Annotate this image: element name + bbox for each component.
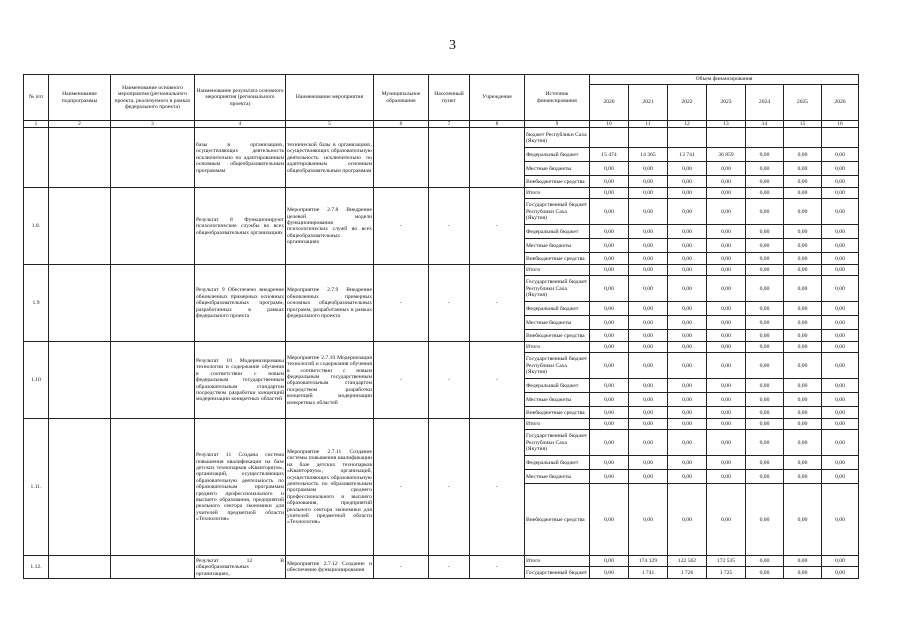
- column-number: 16: [822, 121, 859, 128]
- column-number: 9: [525, 121, 590, 128]
- amount-cell: 0,00: [822, 276, 859, 302]
- header-year: 2022: [668, 85, 707, 121]
- amount-cell: 13 741: [668, 148, 707, 162]
- amount-cell: 0,00: [590, 316, 629, 330]
- amount-cell: 0,00: [784, 393, 822, 407]
- header-year: 2023: [707, 85, 746, 121]
- header-year: 2020: [590, 85, 629, 121]
- amount-cell: 0,00: [784, 379, 822, 393]
- main-event-cell: [111, 556, 195, 579]
- row-number: 1.9: [24, 265, 49, 342]
- amount-cell: 0,00: [707, 316, 746, 330]
- amount-cell: 0,00: [784, 407, 822, 419]
- amount-cell: 0,00: [822, 239, 859, 253]
- amount-cell: 0,00: [784, 353, 822, 379]
- amount-cell: 0,00: [746, 353, 784, 379]
- amount-cell: 0,00: [707, 225, 746, 239]
- amount-cell: 0,00: [784, 162, 822, 176]
- funding-source: Итого: [525, 265, 590, 276]
- amount-cell: 0,00: [784, 342, 822, 353]
- amount-cell: 0,00: [707, 456, 746, 470]
- amount-cell: 0,00: [746, 342, 784, 353]
- header-institution: Учреждение: [470, 75, 525, 121]
- amount-cell: 0,00: [746, 265, 784, 276]
- amount-cell: 0,00: [668, 253, 707, 265]
- main-event-cell: [111, 128, 195, 188]
- settlement-cell: [429, 128, 470, 188]
- funding-source: Государственный бюджет Республики Саха (Якутия): [525, 276, 590, 302]
- amount-cell: 0,00: [629, 302, 668, 316]
- financing-table: [23, 74, 859, 579]
- column-number: 12: [668, 121, 707, 128]
- amount-cell: 0,00: [784, 225, 822, 239]
- amount-cell: 0,00: [707, 419, 746, 430]
- header-year: 2021: [629, 85, 668, 121]
- amount-cell: 0,00: [707, 188, 746, 199]
- funding-source: Местные бюджеты: [525, 239, 590, 253]
- header-no: № п/п: [24, 75, 49, 121]
- amount-cell: 0,00: [784, 239, 822, 253]
- table-row: [24, 556, 859, 567]
- funding-source: Государственный бюджет Республики Саха (Якутия): [525, 353, 590, 379]
- header-settlement: Населенный пункт: [429, 75, 470, 121]
- row-number: 1.11.: [24, 419, 49, 556]
- institution-cell: -: [470, 342, 525, 419]
- amount-cell: 0,00: [590, 176, 629, 188]
- amount-cell: 0,00: [629, 342, 668, 353]
- amount-cell: 0,00: [629, 353, 668, 379]
- row-number: 1.8.: [24, 188, 49, 265]
- amount-cell: 0,00: [746, 302, 784, 316]
- amount-cell: 0,00: [746, 430, 784, 456]
- amount-cell: 0,00: [707, 253, 746, 265]
- column-number: 3: [111, 121, 195, 128]
- amount-cell: 0,00: [668, 430, 707, 456]
- result-cell: базы в организациях, осуществляющих деятельность исключительно по адаптированным основным общеобразовательным программам: [195, 128, 286, 188]
- funding-source: Местные бюджеты: [525, 316, 590, 330]
- amount-cell: 0,00: [590, 393, 629, 407]
- amount-cell: 0,00: [707, 353, 746, 379]
- amount-cell: 0,00: [822, 199, 859, 225]
- amount-cell: 0,00: [629, 393, 668, 407]
- amount-cell: 0,00: [822, 176, 859, 188]
- amount-cell: 0,00: [784, 567, 822, 579]
- amount-cell: 0,00: [590, 225, 629, 239]
- amount-cell: [746, 128, 784, 148]
- institution-cell: [470, 128, 525, 188]
- funding-source: Федеральный бюджет: [525, 379, 590, 393]
- amount-cell: 0,00: [629, 265, 668, 276]
- page-number: 3: [449, 38, 456, 53]
- column-number: 14: [746, 121, 784, 128]
- table-row: [24, 419, 859, 430]
- settlement-cell: -: [429, 265, 470, 342]
- amount-cell: 0,00: [784, 430, 822, 456]
- amount-cell: 0,00: [822, 253, 859, 265]
- amount-cell: 0,00: [668, 188, 707, 199]
- amount-cell: 0,00: [629, 379, 668, 393]
- amount-cell: 0,00: [629, 430, 668, 456]
- funding-source: бюджет Республики Саха (Якутия): [525, 128, 590, 148]
- amount-cell: 0,00: [707, 162, 746, 176]
- amount-cell: 0,00: [746, 567, 784, 579]
- amount-cell: 0,00: [746, 253, 784, 265]
- column-number: 8: [470, 121, 525, 128]
- amount-cell: 0,00: [707, 302, 746, 316]
- settlement-cell: -: [429, 419, 470, 556]
- amount-cell: 0,00: [784, 276, 822, 302]
- amount-cell: 0,00: [668, 276, 707, 302]
- amount-cell: 0,00: [590, 276, 629, 302]
- amount-cell: [707, 128, 746, 148]
- amount-cell: 0,00: [629, 162, 668, 176]
- amount-cell: 0,00: [746, 556, 784, 567]
- amount-cell: 0,00: [668, 176, 707, 188]
- amount-cell: 15 474: [590, 148, 629, 162]
- amount-cell: 0,00: [590, 484, 629, 556]
- amount-cell: 0,00: [668, 456, 707, 470]
- amount-cell: [668, 128, 707, 148]
- result-cell: Результат 8 Функционируют психологические службы во всех общеобразовательных организациях: [195, 188, 286, 265]
- amount-cell: 0,00: [746, 276, 784, 302]
- amount-cell: 0,00: [784, 470, 822, 484]
- column-number-row: [24, 121, 859, 128]
- settlement-cell: -: [429, 342, 470, 419]
- amount-cell: 0,00: [707, 379, 746, 393]
- column-number: 13: [707, 121, 746, 128]
- amount-cell: [629, 128, 668, 148]
- amount-cell: 0,00: [668, 302, 707, 316]
- amount-cell: 14 365: [629, 148, 668, 162]
- program-cell: [49, 265, 111, 342]
- table-row: [24, 188, 859, 199]
- amount-cell: 0,00: [746, 419, 784, 430]
- amount-cell: 0,00: [590, 188, 629, 199]
- amount-cell: 0,00: [707, 176, 746, 188]
- amount-cell: 0,00: [629, 253, 668, 265]
- amount-cell: 0,00: [629, 225, 668, 239]
- institution-cell: -: [470, 556, 525, 579]
- amount-cell: 174 129: [629, 556, 668, 567]
- amount-cell: 0,00: [668, 199, 707, 225]
- header-year: 2025: [784, 85, 822, 121]
- funding-source: Местные бюджеты: [525, 162, 590, 176]
- amount-cell: 0,00: [822, 265, 859, 276]
- column-number: 7: [429, 121, 470, 128]
- amount-cell: 0,00: [590, 253, 629, 265]
- amount-cell: 0,00: [822, 353, 859, 379]
- funding-source: Итого: [525, 419, 590, 430]
- event-cell: Мероприятие 2.7.11 Создание системы повышения квалификации на базе детских технопарков «Кванториум», организаций, осуществляющих образовательную деятельность по образовательным программам среднего профессионального и высшего образования, предприятий реального сектора экономики для учителей предметной области «Технология»: [286, 419, 374, 556]
- amount-cell: 0,00: [784, 176, 822, 188]
- amount-cell: 0,00: [590, 199, 629, 225]
- amount-cell: 0,00: [822, 302, 859, 316]
- amount-cell: 0,00: [784, 456, 822, 470]
- amount-cell: 0,00: [590, 265, 629, 276]
- amount-cell: 0,00: [590, 342, 629, 353]
- funding-source: Местные бюджеты: [525, 470, 590, 484]
- amount-cell: 0,00: [590, 419, 629, 430]
- amount-cell: 0,00: [629, 316, 668, 330]
- amount-cell: 0,00: [668, 316, 707, 330]
- column-number: 10: [590, 121, 629, 128]
- result-cell: Результат 12 В общеобразовательных организациях,: [195, 556, 286, 579]
- amount-cell: 0,00: [746, 148, 784, 162]
- amount-cell: 0,00: [784, 302, 822, 316]
- funding-source: Итого: [525, 342, 590, 353]
- amount-cell: 0,00: [784, 330, 822, 342]
- amount-cell: 0,00: [590, 239, 629, 253]
- institution-cell: -: [470, 265, 525, 342]
- amount-cell: 0,00: [746, 470, 784, 484]
- amount-cell: 1 741: [629, 567, 668, 579]
- funding-source: Федеральный бюджет: [525, 148, 590, 162]
- amount-cell: [822, 128, 859, 148]
- amount-cell: 0,00: [590, 379, 629, 393]
- main-event-cell: [111, 419, 195, 556]
- amount-cell: 0,00: [746, 199, 784, 225]
- amount-cell: 0,00: [590, 567, 629, 579]
- amount-cell: 0,00: [746, 225, 784, 239]
- amount-cell: 0,00: [822, 393, 859, 407]
- amount-cell: 0,00: [822, 225, 859, 239]
- amount-cell: 0,00: [590, 330, 629, 342]
- amount-cell: 0,00: [668, 239, 707, 253]
- municipality-cell: -: [374, 342, 429, 419]
- amount-cell: 0,00: [707, 484, 746, 556]
- amount-cell: 0,00: [629, 456, 668, 470]
- amount-cell: 0,00: [822, 567, 859, 579]
- amount-cell: 0,00: [590, 407, 629, 419]
- amount-cell: 0,00: [668, 342, 707, 353]
- amount-cell: 0,00: [822, 379, 859, 393]
- municipality-cell: [374, 128, 429, 188]
- amount-cell: 0,00: [822, 430, 859, 456]
- column-number: 2: [49, 121, 111, 128]
- amount-cell: 0,00: [822, 407, 859, 419]
- amount-cell: 0,00: [746, 188, 784, 199]
- header-sources: Источник финансирования: [525, 75, 590, 121]
- amount-cell: 0,00: [784, 316, 822, 330]
- settlement-cell: -: [429, 556, 470, 579]
- amount-cell: 0,00: [784, 253, 822, 265]
- program-cell: [49, 342, 111, 419]
- funding-source: Внебюджетные средства: [525, 407, 590, 419]
- amount-cell: 0,00: [822, 456, 859, 470]
- financing-table-body: [24, 128, 859, 579]
- table-row: [24, 342, 859, 353]
- header-funding-volume: Объем финансирования: [590, 75, 859, 85]
- amount-cell: 0,00: [629, 199, 668, 225]
- event-cell: Мероприятие 2.7.8 Внедрение целевой модели функционирования психологических служб во всех общеобразовательных организациях: [286, 188, 374, 265]
- event-cell: технической базы в организациях, осуществляющих образовательную деятельность исключительно по адаптированным основным общеобразовательным программам: [286, 128, 374, 188]
- amount-cell: 1 726: [668, 567, 707, 579]
- amount-cell: 0,00: [822, 484, 859, 556]
- municipality-cell: -: [374, 556, 429, 579]
- header-municipality: Муниципальное образование: [374, 75, 429, 121]
- municipality-cell: -: [374, 419, 429, 556]
- funding-source: Местные бюджеты: [525, 393, 590, 407]
- amount-cell: 0,00: [784, 265, 822, 276]
- column-number: 6: [374, 121, 429, 128]
- amount-cell: 0,00: [707, 430, 746, 456]
- amount-cell: 0,00: [822, 162, 859, 176]
- amount-cell: 0,00: [590, 556, 629, 567]
- amount-cell: 0,00: [590, 162, 629, 176]
- amount-cell: 0,00: [590, 470, 629, 484]
- amount-cell: 0,00: [629, 470, 668, 484]
- amount-cell: 0,00: [822, 316, 859, 330]
- amount-cell: 0,00: [784, 148, 822, 162]
- amount-cell: 0,00: [590, 430, 629, 456]
- amount-cell: 0,00: [746, 393, 784, 407]
- amount-cell: 0,00: [822, 188, 859, 199]
- amount-cell: 0,00: [590, 456, 629, 470]
- main-event-cell: [111, 188, 195, 265]
- program-cell: [49, 419, 111, 556]
- table-row: [24, 265, 859, 276]
- row-number: 1.12.: [24, 556, 49, 579]
- funding-source: Внебюджетные средства: [525, 176, 590, 188]
- amount-cell: 0,00: [784, 199, 822, 225]
- amount-cell: 0,00: [629, 176, 668, 188]
- amount-cell: [590, 128, 629, 148]
- funding-source: Федеральный бюджет: [525, 456, 590, 470]
- amount-cell: 0,00: [668, 330, 707, 342]
- amount-cell: 0,00: [707, 265, 746, 276]
- funding-source: Итого: [525, 188, 590, 199]
- amount-cell: 0,00: [707, 470, 746, 484]
- municipality-cell: -: [374, 188, 429, 265]
- amount-cell: 0,00: [668, 225, 707, 239]
- amount-cell: 0,00: [784, 484, 822, 556]
- event-cell: Мероприятие 2.7.9 Внедрение обновленных примерных основных общеобразовательных программ, разработанных в рамках федерального проекта: [286, 265, 374, 342]
- funding-source: Государственный бюджет Республики Саха (Якутия): [525, 430, 590, 456]
- header-main-event: Наименование основного мероприятия (регионального проекта, реализуемого в рамках федерального проекта): [111, 75, 195, 121]
- header-year: 2026: [822, 85, 859, 121]
- result-cell: Результат 11 Создана система повышения квалификации на базе детских технопарков «Кванториум», организаций, осуществляющих образовательную деятельность по образовательным программам среднего профессионального и высшего образования, предприятий реального сектора экономики для учителей предметной области «Технология»: [195, 419, 286, 556]
- amount-cell: 0,00: [707, 199, 746, 225]
- header-year: 2024: [746, 85, 784, 121]
- row-number: 1.10: [24, 342, 49, 419]
- amount-cell: 0,00: [668, 265, 707, 276]
- column-number: 15: [784, 121, 822, 128]
- amount-cell: 0,00: [822, 148, 859, 162]
- amount-cell: 0,00: [629, 276, 668, 302]
- event-cell: Мероприятие 2.7.10 Модернизация технологий и содержания обучения в соответствии с новым федеральным государственным образовательным стандартом посредством разработки концепций модернизации конкретных областей: [286, 342, 374, 419]
- header-result: Наименование результата основного мероприятия (регионального проекта): [195, 75, 286, 121]
- amount-cell: 122 562: [668, 556, 707, 567]
- amount-cell: 0,00: [707, 407, 746, 419]
- amount-cell: 172 535: [707, 556, 746, 567]
- amount-cell: 0,00: [668, 470, 707, 484]
- amount-cell: 0,00: [707, 239, 746, 253]
- amount-cell: 0,00: [629, 419, 668, 430]
- amount-cell: 0,00: [746, 330, 784, 342]
- funding-source: Внебюджетные средства: [525, 253, 590, 265]
- result-cell: Результат 9 Обеспечено внедрение обновленных примерных основных общеобразовательных программ, разработанных в рамках федерального проекта: [195, 265, 286, 342]
- table-row: [24, 128, 859, 148]
- amount-cell: 0,00: [629, 330, 668, 342]
- amount-cell: 0,00: [746, 239, 784, 253]
- funding-source: Итого: [525, 556, 590, 567]
- column-number: 11: [629, 121, 668, 128]
- amount-cell: 0,00: [629, 239, 668, 253]
- amount-cell: 0,00: [629, 407, 668, 419]
- amount-cell: 0,00: [746, 456, 784, 470]
- amount-cell: 0,00: [590, 302, 629, 316]
- municipality-cell: -: [374, 265, 429, 342]
- amount-cell: 0,00: [822, 470, 859, 484]
- main-event-cell: [111, 342, 195, 419]
- funding-source: Государственный бюджет Республики Саха (Якутия): [525, 199, 590, 225]
- main-event-cell: [111, 265, 195, 342]
- funding-source: Федеральный бюджет: [525, 225, 590, 239]
- result-cell: Результат 10 Модернизированы технологии и содержание обучения в соответствии с новым федеральным государственным образовательным стандартом посредством разработки концепций модернизации конкретных областей: [195, 342, 286, 419]
- amount-cell: 0,00: [784, 419, 822, 430]
- amount-cell: 0,00: [707, 276, 746, 302]
- funding-source: Внебюджетные средства: [525, 330, 590, 342]
- amount-cell: 0,00: [784, 188, 822, 199]
- program-cell: [49, 128, 111, 188]
- institution-cell: -: [470, 188, 525, 265]
- column-number: 5: [286, 121, 374, 128]
- funding-source: Государственный бюджет: [525, 567, 590, 579]
- amount-cell: [784, 128, 822, 148]
- amount-cell: 0,00: [746, 176, 784, 188]
- amount-cell: 0,00: [784, 556, 822, 567]
- amount-cell: 0,00: [746, 162, 784, 176]
- amount-cell: 0,00: [707, 342, 746, 353]
- amount-cell: 0,00: [629, 188, 668, 199]
- amount-cell: 0,00: [629, 484, 668, 556]
- amount-cell: 0,00: [707, 393, 746, 407]
- amount-cell: 0,00: [668, 393, 707, 407]
- amount-cell: 0,00: [746, 316, 784, 330]
- funding-source: Внебюджетные средства: [525, 484, 590, 556]
- amount-cell: 0,00: [668, 162, 707, 176]
- program-cell: [49, 188, 111, 265]
- event-cell: Мероприятие 2.7.12 Создание и обеспечение функционирования: [286, 556, 374, 579]
- funding-source: Федеральный бюджет: [525, 302, 590, 316]
- amount-cell: 0,00: [707, 330, 746, 342]
- column-number: 1: [24, 121, 49, 128]
- amount-cell: 0,00: [822, 556, 859, 567]
- amount-cell: 1 725: [707, 567, 746, 579]
- amount-cell: 0,00: [746, 379, 784, 393]
- amount-cell: 0,00: [746, 407, 784, 419]
- amount-cell: 0,00: [746, 484, 784, 556]
- amount-cell: 0,00: [668, 484, 707, 556]
- amount-cell: 0,00: [668, 407, 707, 419]
- amount-cell: 0,00: [822, 342, 859, 353]
- header-program: Наименование подпрограммы: [49, 75, 111, 121]
- settlement-cell: -: [429, 188, 470, 265]
- institution-cell: -: [470, 419, 525, 556]
- amount-cell: 0,00: [668, 419, 707, 430]
- program-cell: [49, 556, 111, 579]
- column-number: 4: [195, 121, 286, 128]
- amount-cell: 0,00: [822, 419, 859, 430]
- amount-cell: 36 859: [707, 148, 746, 162]
- amount-cell: 0,00: [590, 353, 629, 379]
- amount-cell: 0,00: [668, 353, 707, 379]
- header-event: Наименование мероприятия: [286, 75, 374, 121]
- amount-cell: 0,00: [668, 379, 707, 393]
- amount-cell: 0,00: [822, 330, 859, 342]
- row-number: [24, 128, 49, 188]
